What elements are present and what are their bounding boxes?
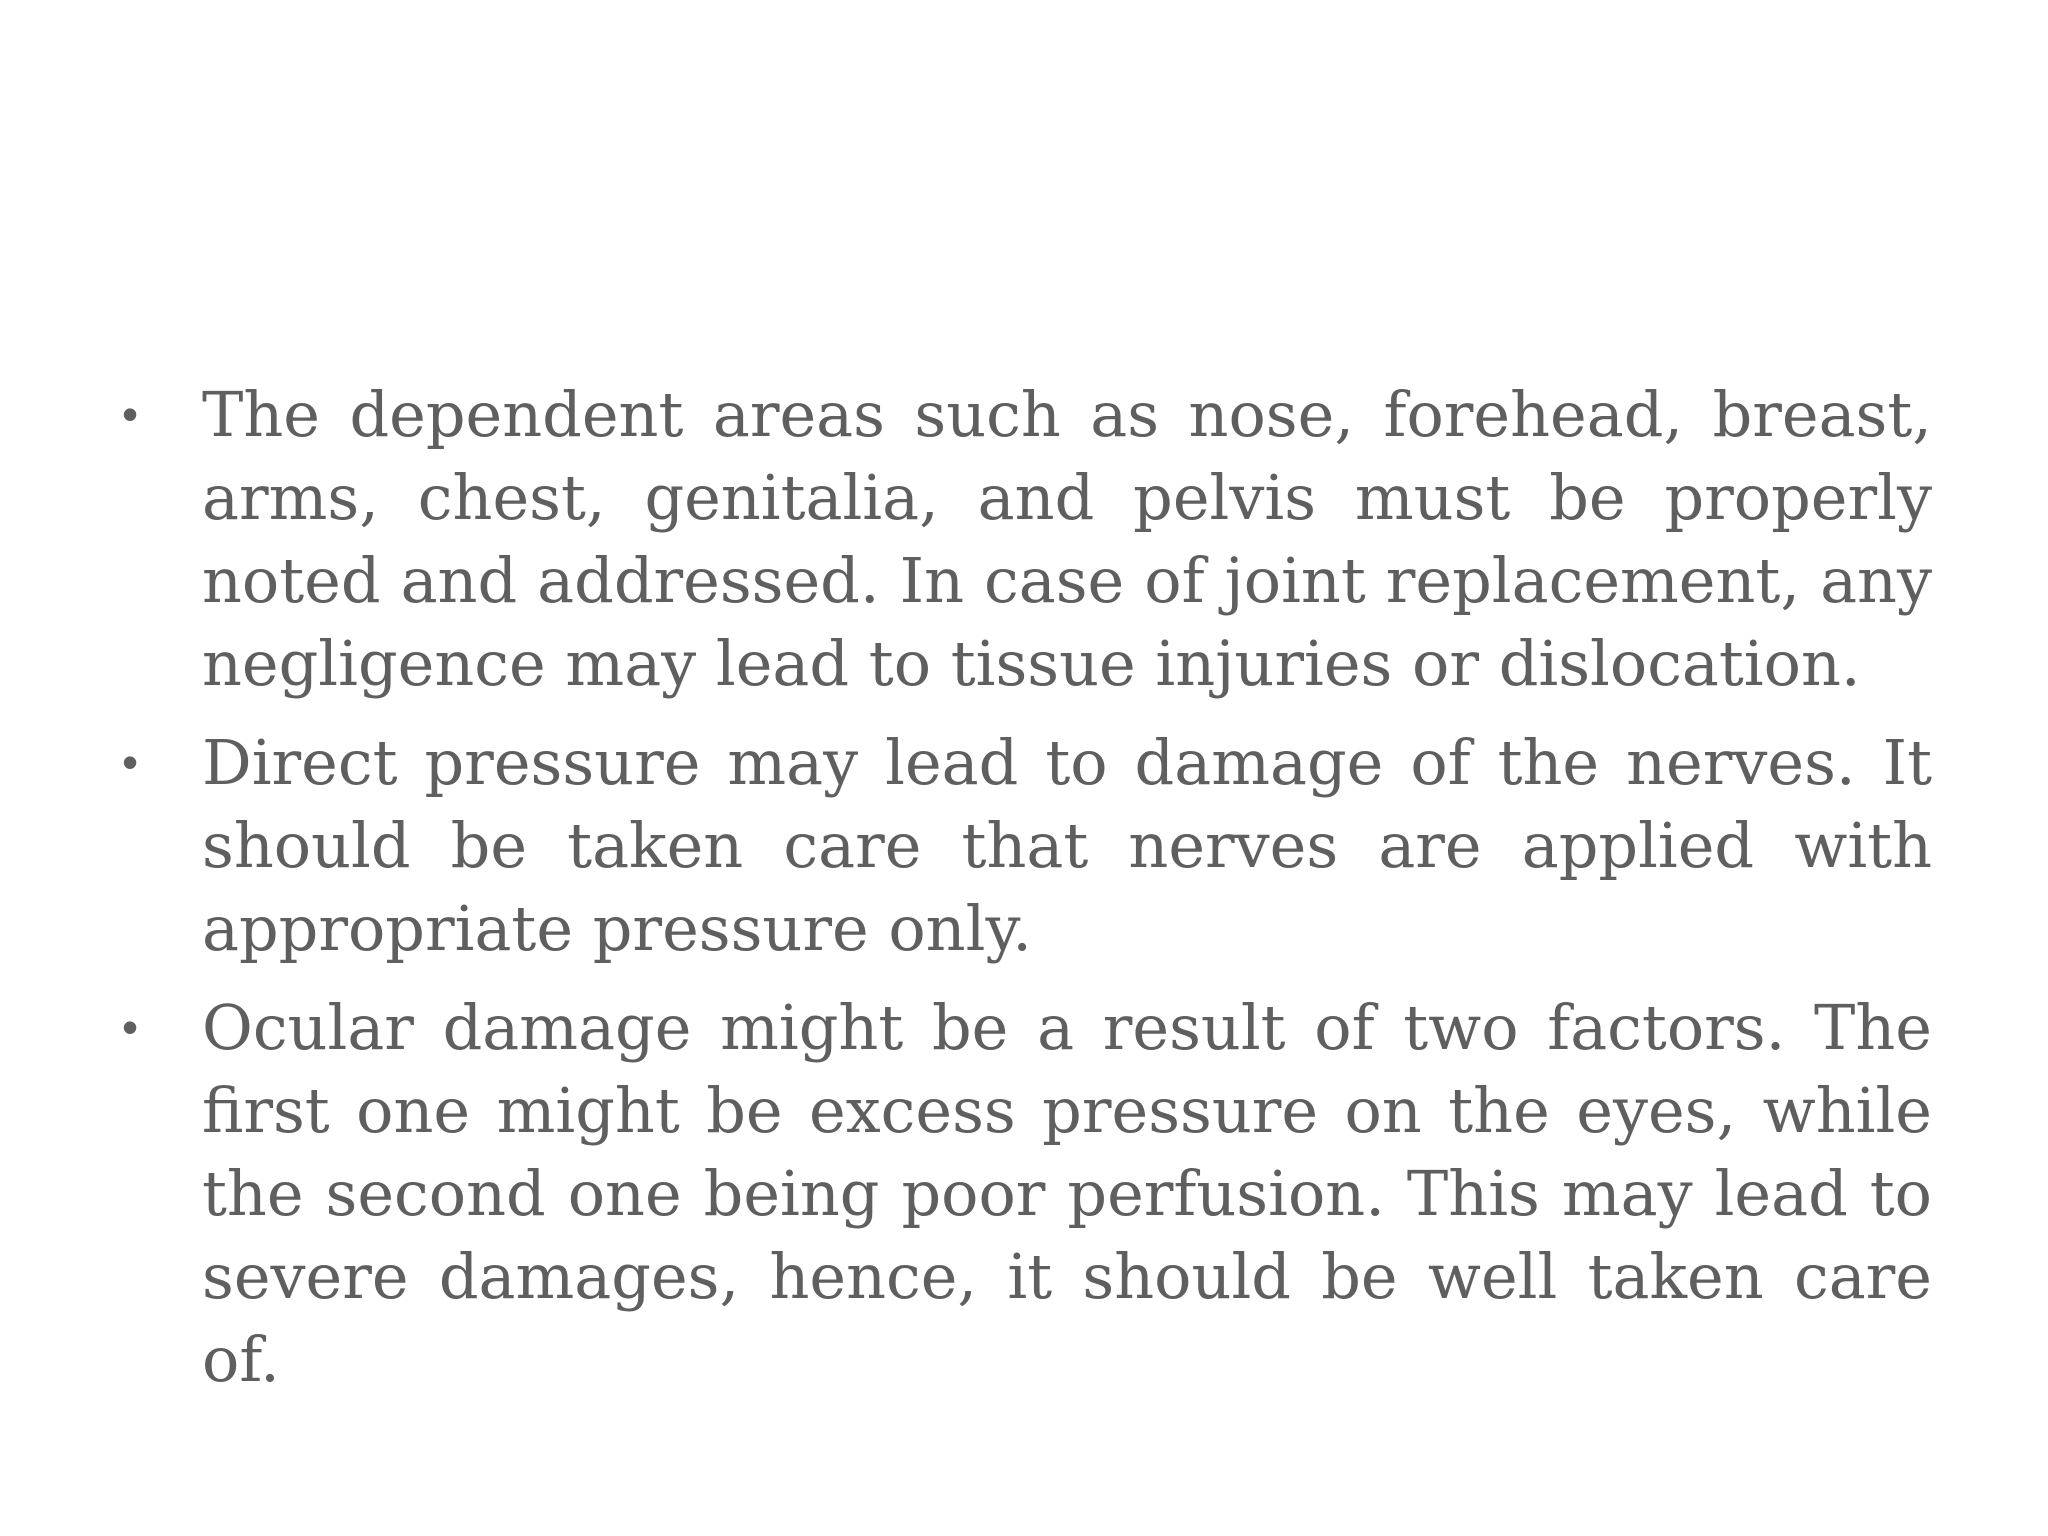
slide-body [122,373,1932,1417]
bullet-text: Direct pressure may lead to damage of the nerves. It should be taken care that nerves are applied with appropriate pressure only. [202,726,1932,965]
bullet-marker: • [122,1001,139,1053]
bullet-item [122,986,1932,1401]
bullet-list [122,373,1932,1401]
bullet-marker: • [122,736,139,788]
bullet-text: Ocular damage might be a result of two factors. The first one might be excess pressure on the eyes, while the second one being poor perfusion. This may lead to severe damages, hence, it should be well taken care of. [202,991,1932,1396]
bullet-item [122,721,1932,970]
bullet-marker: • [122,388,139,440]
bullet-item [122,373,1932,705]
bullet-text: The dependent areas such as nose, forehead, breast, arms, chest, genitalia, and pelvis must be properly noted and addressed. In case of joint replacement, any negligence may lead to tissue injuries or dislocation. [202,378,1932,700]
